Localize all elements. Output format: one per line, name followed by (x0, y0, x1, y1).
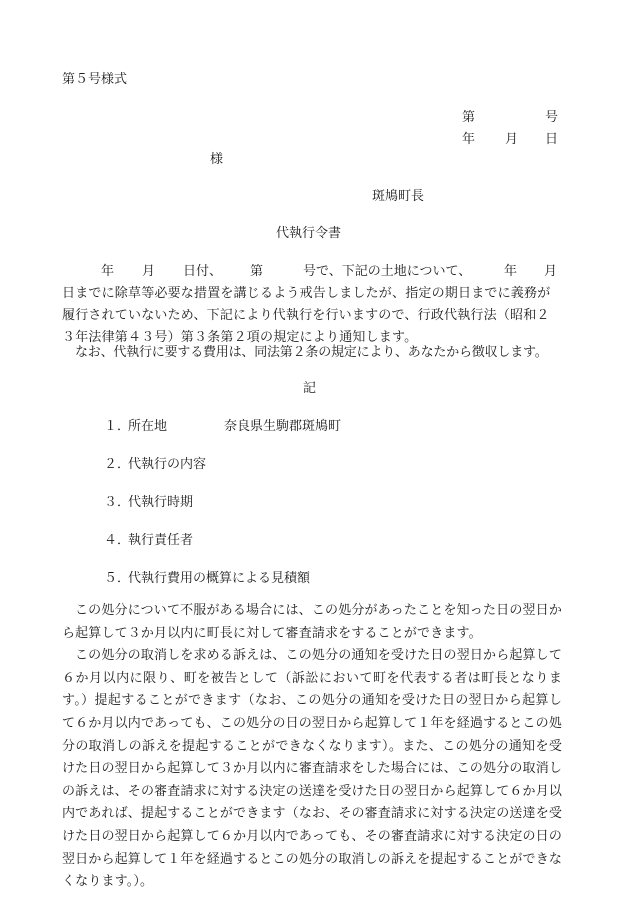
appeal-notice-paragraph-1: この処分について不服がある場合には、この処分があったことを知った日の翌日から起算して３か月以内に町長に対して審査請求をすることができます。 (62, 603, 562, 641)
item-label: 代執行時期 (128, 495, 194, 510)
item-execution-period (104, 491, 193, 510)
doc-number-suffix: 号 (545, 110, 559, 125)
item-label: 執行責任者 (128, 533, 194, 548)
p1-month2: 月 (544, 264, 558, 279)
addressee-suffix: 様 (210, 152, 224, 167)
issuer-name: 斑鳩町長 (372, 189, 425, 204)
item-number: ５． (104, 571, 131, 586)
item-label: 代執行の内容 (128, 457, 207, 472)
p1-year: 年 (101, 264, 115, 279)
item-label: 代執行費用の概算による見積額 (128, 571, 311, 586)
p1-month: 月 (142, 264, 156, 279)
p1-dated: 日付、 (183, 264, 223, 279)
form-label: 第５号様式 (62, 72, 128, 87)
item-execution-content (104, 453, 206, 472)
appeal-notice (62, 600, 562, 894)
p1-line-4: ３年法律第４３号）第３条第２項の規定により通知します。 (62, 330, 418, 345)
date-year: 年 (462, 132, 476, 147)
document-title: 代執行令書 (276, 226, 342, 241)
doc-number-prefix: 第 (462, 110, 476, 125)
ki-heading: 記 (303, 381, 317, 396)
item-value: 奈良県生駒郡斑鳩町 (224, 419, 342, 434)
item-number: ４． (104, 533, 131, 548)
date-day: 日 (545, 132, 559, 147)
p1-year2: 年 (504, 264, 518, 279)
item-location (104, 415, 342, 434)
item-label: 所在地 (128, 419, 168, 434)
date-month: 月 (505, 132, 519, 147)
p1-number-prefix: 第 (250, 264, 264, 279)
p1-line-3: 履行されていないため、下記により代執行を行いますので、行政代執行法（昭和２ (62, 308, 550, 323)
item-number: ３． (104, 495, 131, 510)
item-number: １． (104, 419, 131, 434)
p1-tail: 号で、下記の土地について、 (303, 264, 472, 279)
item-cost-estimate (104, 567, 310, 586)
p1-line-2: 日までに除草等必要な措置を講じるよう戒告しましたが、指定の期日までに義務が (62, 286, 551, 301)
body-paragraph-2: なお、代執行に要する費用は、同法第２条の規定により、あなたから徴収します。 (75, 345, 548, 360)
appeal-notice-paragraph-2: この処分の取消しを求める訴えは、この処分の通知を受けた日の翌日から起算して６か月以内に限り、町を被告として（訴訟において町を代表する者は町長となります。）提起することができます（なお、この処分の通知を受けた日の翌日から起算して６か月以内であっても、この処分の日の翌日から起算して１年を経過するとこの処分の取消しの訴えを提起することができなくなります）。また、この処分の通知を受けた日の翌日から起算して３か月以内に審査請求をした場合には、この処分の取消しの訴えは、その審査請求に対する決定の送達を受けた日の翌日から起算して６か月以内であれば、提起することができます（なお、その審査請求に対する決定の送達を受けた日の翌日から起算して６か月以内であっても、その審査請求に対する決定の日の翌日から起算して１年を経過するとこの処分の取消しの訴えを提起することができなくなります。）。 (62, 648, 562, 890)
item-responsible-officer (104, 529, 193, 548)
item-number: ２． (104, 457, 131, 472)
